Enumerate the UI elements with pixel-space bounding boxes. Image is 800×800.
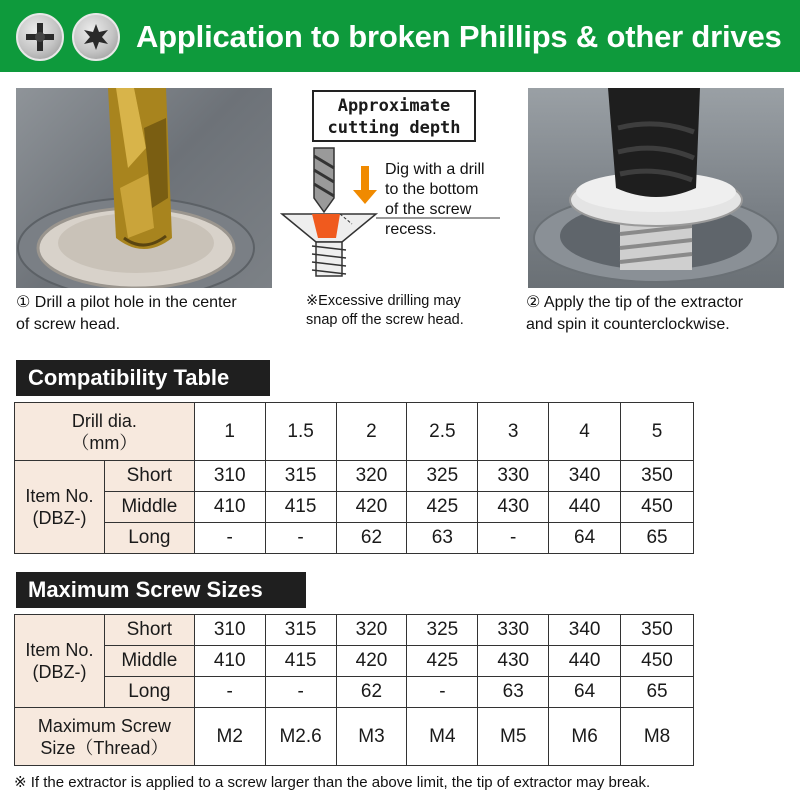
table-cell: 62 (336, 677, 407, 708)
table-row (15, 646, 694, 677)
drill-dia-label (15, 403, 195, 461)
torx-screw-icon (72, 13, 120, 61)
step-1-line-1: ① Drill a pilot hole in the center (16, 294, 237, 311)
page-title: Application to broken Phillips & other drives (136, 19, 782, 54)
table-cell: 62 (336, 523, 407, 554)
maximum-screw-sizes-table (14, 614, 694, 766)
drill-bit-icon (314, 148, 334, 212)
table-row (15, 492, 694, 523)
item-no-label (15, 461, 105, 554)
dig-instruction (385, 160, 515, 240)
drill-size-cell: 2 (336, 403, 407, 461)
cutting-depth-line-2: cutting depth (327, 118, 461, 138)
phillips-screw-icon (16, 13, 64, 61)
compatibility-table (14, 402, 694, 554)
table-cell: 420 (336, 646, 407, 677)
drill-size-cell: 3 (478, 403, 549, 461)
table-cell: 330 (478, 461, 549, 492)
table-cell: 325 (407, 615, 478, 646)
row-label-middle: Middle (104, 492, 194, 523)
row-label-long: Long (104, 523, 194, 554)
maximum-screw-sizes-heading: Maximum Screw Sizes (16, 572, 306, 608)
header-banner (0, 0, 800, 72)
dig-line-4: recess. (385, 221, 437, 238)
table-cell: 325 (407, 461, 478, 492)
table-cell: 63 (407, 523, 478, 554)
table-cell: 340 (549, 461, 621, 492)
drill-size-cell: 5 (621, 403, 694, 461)
table-cell: - (407, 677, 478, 708)
note-line-1: ※Excessive drilling may (306, 293, 461, 309)
drill-size-cell: 1.5 (265, 403, 336, 461)
step-2-caption (526, 292, 800, 336)
step-2-line-2: and spin it counterclockwise. (526, 316, 730, 333)
table-row (15, 461, 694, 492)
table-cell: 440 (549, 646, 621, 677)
table-cell: 340 (549, 615, 621, 646)
thread-size-cell: M8 (621, 708, 694, 766)
thread-size-cell: M5 (478, 708, 549, 766)
thread-size-cell: M4 (407, 708, 478, 766)
table-cell: - (265, 677, 336, 708)
thread-size-cell: M2.6 (265, 708, 336, 766)
drill-size-cell: 2.5 (407, 403, 478, 461)
dig-line-2: to the bottom (385, 181, 479, 198)
drill-dia-row (15, 403, 694, 461)
note-line-2: snap off the screw head. (306, 312, 464, 328)
table-row (15, 523, 694, 554)
table-cell: 415 (265, 492, 336, 523)
table-cell: 310 (194, 615, 265, 646)
dig-line-1: Dig with a drill (385, 161, 485, 178)
compatibility-table-heading: Compatibility Table (16, 360, 270, 396)
drill-size-cell: 1 (194, 403, 265, 461)
table-row (15, 677, 694, 708)
row-label-long: Long (104, 677, 194, 708)
max-screw-size-label-line-2: Size（Thread） (40, 737, 169, 758)
item-no-label-line-2: (DBZ-) (32, 508, 87, 528)
drill-pilot-hole-photo (16, 88, 272, 288)
excessive-drilling-note (306, 292, 506, 330)
table-cell: 410 (194, 492, 265, 523)
max-screw-size-label (15, 708, 195, 766)
table-cell: 320 (336, 615, 407, 646)
extractor-spin-photo (528, 88, 784, 288)
dig-line-3: of the screw (385, 201, 472, 218)
table-cell: 330 (478, 615, 549, 646)
table-cell: - (265, 523, 336, 554)
table-cell: 65 (621, 523, 694, 554)
item-no-label-line-1: Item No. (25, 640, 94, 660)
max-screw-size-row (15, 708, 694, 766)
thread-size-cell: M6 (549, 708, 621, 766)
screw-thread-icon (312, 242, 346, 276)
table-row (15, 615, 694, 646)
thread-size-cell: M2 (194, 708, 265, 766)
table-cell: 415 (265, 646, 336, 677)
step-1-line-2: of screw head. (16, 316, 121, 333)
table-cell: 315 (265, 461, 336, 492)
table-cell: - (478, 523, 549, 554)
footnote: ※ If the extractor is applied to a screw larger than the above limit, the tip of extractor may break. (14, 774, 651, 791)
drill-dia-label-line-1: Drill dia. (71, 410, 137, 431)
table-cell: - (194, 523, 265, 554)
item-no-label-line-1: Item No. (25, 486, 94, 506)
table-cell: 450 (621, 492, 694, 523)
step-2-line-1: ② Apply the tip of the extractor (526, 294, 744, 311)
table-cell: 425 (407, 492, 478, 523)
table-cell: 350 (621, 461, 694, 492)
table-cell: 425 (407, 646, 478, 677)
table-cell: 350 (621, 615, 694, 646)
item-no-label (15, 615, 105, 708)
table-cell: 420 (336, 492, 407, 523)
step-1-caption (16, 292, 286, 336)
cutting-depth-label (312, 90, 476, 142)
max-screw-size-label-line-1: Maximum Screw (37, 715, 171, 736)
table-cell: - (194, 677, 265, 708)
table-cell: 310 (194, 461, 265, 492)
thread-size-cell: M3 (336, 708, 407, 766)
item-no-label-line-2: (DBZ-) (32, 662, 87, 682)
row-label-short: Short (104, 461, 194, 492)
table-cell: 320 (336, 461, 407, 492)
down-arrow-icon (353, 166, 377, 204)
cutting-depth-line-1: Approximate (337, 96, 451, 116)
table-cell: 64 (549, 677, 621, 708)
table-cell: 63 (478, 677, 549, 708)
table-cell: 315 (265, 615, 336, 646)
drill-dia-label-line-2: （mm） (71, 432, 138, 453)
table-cell: 430 (478, 646, 549, 677)
table-cell: 440 (549, 492, 621, 523)
table-cell: 410 (194, 646, 265, 677)
table-cell: 65 (621, 677, 694, 708)
table-cell: 450 (621, 646, 694, 677)
table-cell: 64 (549, 523, 621, 554)
row-label-short: Short (104, 615, 194, 646)
drill-size-cell: 4 (549, 403, 621, 461)
table-cell: 430 (478, 492, 549, 523)
row-label-middle: Middle (104, 646, 194, 677)
